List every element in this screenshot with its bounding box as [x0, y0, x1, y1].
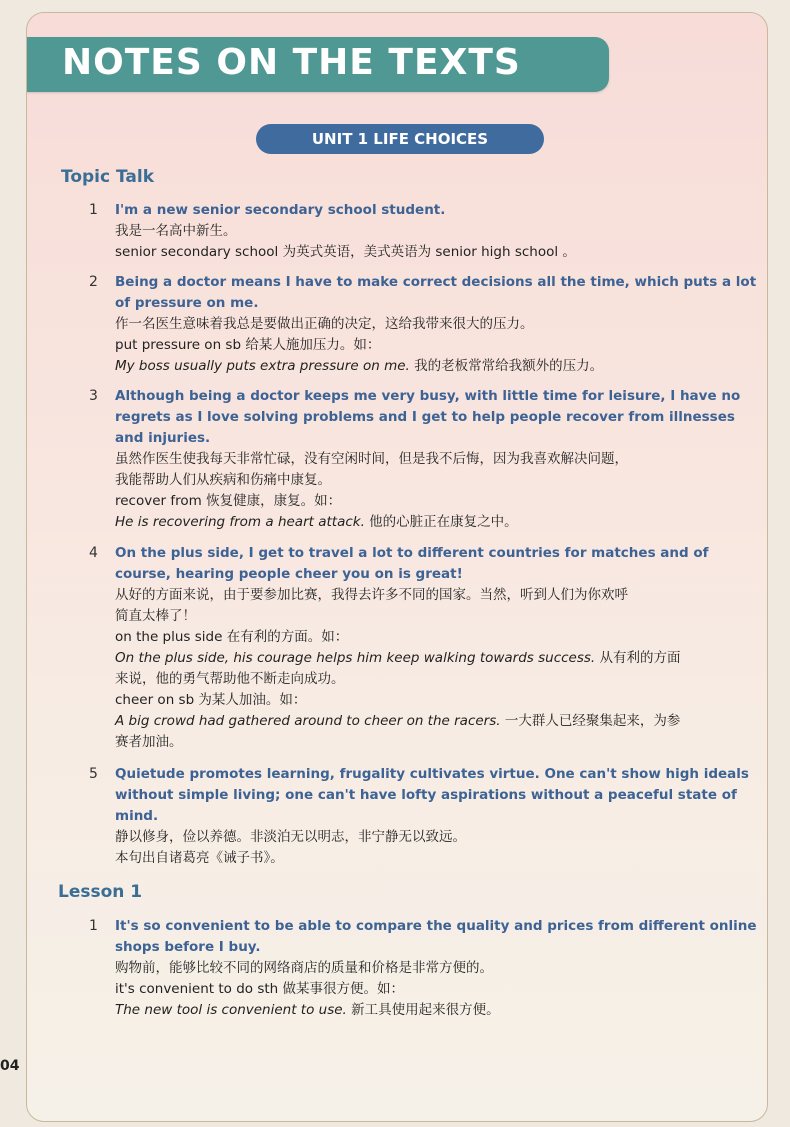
note-line: cheer on sb 为某人加油。如： [115, 692, 307, 708]
example-line: 赛者加油。 [115, 734, 183, 750]
item-number: 2 [89, 274, 98, 290]
source-sentence: Quietude promotes learning, frugality cultivates virtue. One can't show high ideals [115, 766, 749, 782]
note-item [89, 200, 755, 263]
source-sentence: without simple living; one can't have lofty aspirations without a peaceful state of [115, 787, 737, 803]
example-en: A big crowd had gathered around to cheer on the racers. [115, 713, 501, 729]
note-line: 作一名医生意味着我总是要做出正确的决定，这给我带来很大的压力。 [115, 316, 534, 332]
source-sentence: On the plus side, I get to travel a lot to different countries for matches and of [115, 545, 709, 561]
example-cn: 新工具使用起来很方便。 [346, 1002, 500, 1018]
item-number: 4 [89, 545, 98, 561]
note-line: 购物前，能够比较不同的网络商店的质量和价格是非常方便的。 [115, 960, 493, 976]
example-en: On the plus side, his courage helps him keep walking towards success. [115, 650, 596, 666]
example-line [115, 1000, 755, 1021]
note-item [89, 386, 755, 533]
example-en: My boss usually puts extra pressure on me. [115, 358, 410, 374]
section-title-topic-talk: Topic Talk [61, 167, 155, 187]
example-cn: 从有利的方面 [595, 650, 681, 666]
source-sentence: regrets as I love solving problems and I get to help people recover from illnesses [115, 409, 735, 425]
item-number: 5 [89, 766, 98, 782]
note-line: 从好的方面来说，由于要参加比赛，我得去许多不同的国家。当然，听到人们为你欢呼 [115, 587, 628, 603]
example-line [115, 711, 755, 732]
note-line: 我是一名高中新生。 [115, 223, 237, 239]
note-item [89, 543, 755, 753]
source-sentence: It's so convenient to be able to compare the quality and prices from different online [115, 918, 757, 934]
note-line: 本句出自诸葛亮《诫子书》。 [115, 850, 284, 866]
page-title: NOTES ON THE TEXTS [62, 42, 521, 83]
note-line: 静以修身，俭以养德。非淡泊无以明志，非宁静无以致远。 [115, 829, 466, 845]
source-sentence: shops before I buy. [115, 939, 261, 955]
item-number: 1 [89, 202, 98, 218]
source-sentence: I'm a new senior secondary school student. [115, 202, 446, 218]
source-sentence: and injuries. [115, 430, 211, 446]
example-line [115, 512, 755, 533]
source-sentence: of pressure on me. [115, 295, 259, 311]
note-line: 我能帮助人们从疾病和伤痛中康复。 [115, 472, 331, 488]
source-sentence: Being a doctor means I have to make correct decisions all the time, which puts a lot [115, 274, 757, 290]
note-line: recover from 恢复健康，康复。如： [115, 493, 342, 509]
example-line: 来说，他的勇气帮助他不断走向成功。 [115, 671, 345, 687]
example-en: The new tool is convenient to use. [115, 1002, 347, 1018]
item-number: 3 [89, 388, 98, 404]
page-number: 04 [0, 1058, 20, 1074]
note-line: it's convenient to do sth 做某事很方便。如： [115, 981, 405, 997]
note-line: 虽然作医生使我每天非常忙碌，没有空闲时间，但是我不后悔，因为我喜欢解决问题， [115, 451, 628, 467]
unit-title: UNIT 1 LIFE CHOICES [256, 124, 544, 154]
note-line: 简直太棒了！ [115, 608, 196, 624]
example-en: He is recovering from a heart attack. [115, 514, 365, 530]
note-line: put pressure on sb 给某人施加压力。如： [115, 337, 381, 353]
example-cn: 我的老板常常给我额外的压力。 [409, 358, 604, 374]
example-line [115, 648, 755, 669]
section-title-lesson-1: Lesson 1 [58, 882, 143, 902]
note-item [89, 916, 757, 1021]
source-sentence: Although being a doctor keeps me very busy, with little time for leisure, I have no [115, 388, 741, 404]
note-item [89, 272, 757, 377]
source-sentence: mind. [115, 808, 159, 824]
header-banner [27, 37, 609, 92]
page [26, 12, 768, 1122]
source-sentence: course, hearing people cheer you on is great! [115, 566, 463, 582]
note-line: on the plus side 在有利的方面。如： [115, 629, 349, 645]
example-cn: 一大群人已经聚集起来，为参 [500, 713, 681, 729]
note-line: senior secondary school 为英式英语，美式英语为 senior high school 。 [115, 244, 576, 260]
item-number: 1 [89, 918, 98, 934]
example-cn: 他的心脏正在康复之中。 [364, 514, 518, 530]
note-item [89, 764, 755, 869]
example-line [115, 356, 755, 377]
